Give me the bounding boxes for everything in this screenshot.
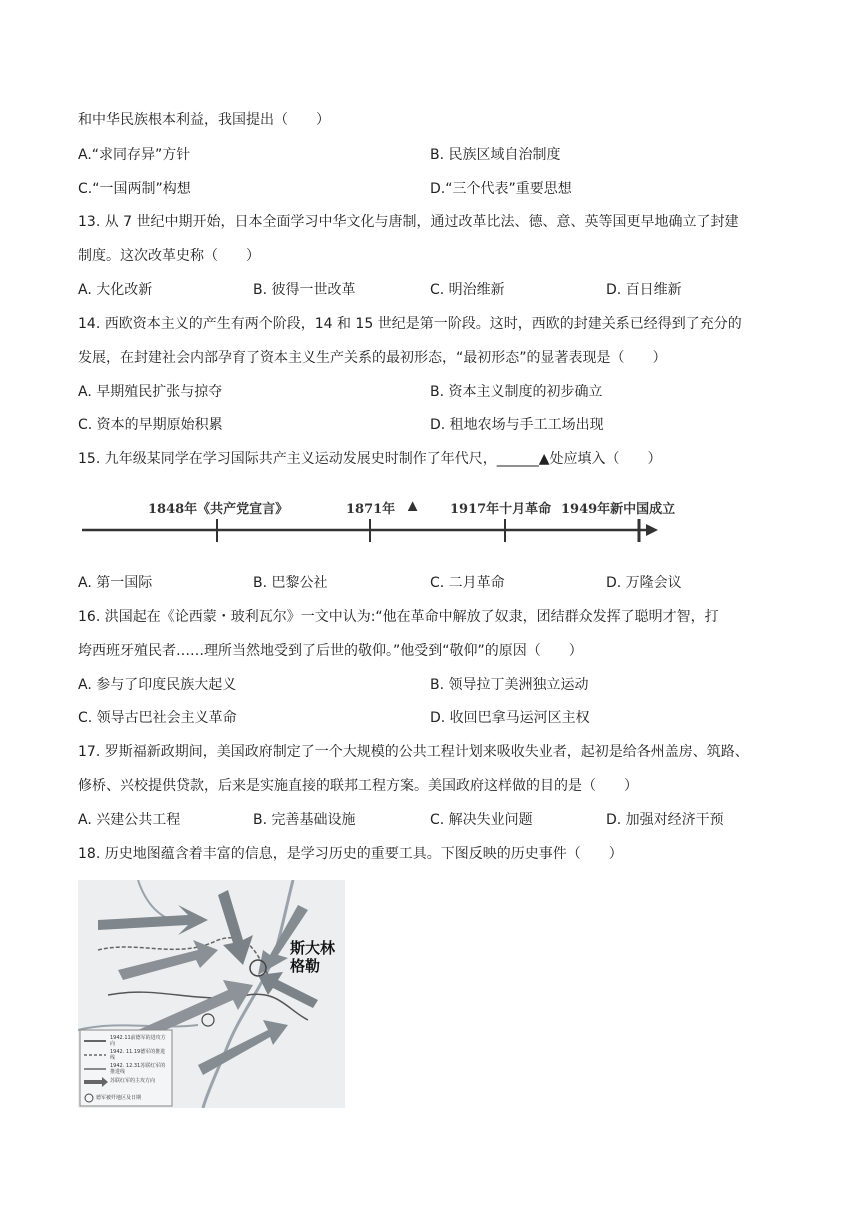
map-legend-5: 德军被歼地区及日期 (96, 1095, 142, 1101)
q16-option-a: A. 参与了印度民族大起义 (78, 677, 237, 693)
q17-option-d: D. 加强对经济干预 (606, 812, 724, 828)
stalingrad-map-image (78, 880, 345, 1108)
timeline-figure (78, 494, 678, 554)
q13-option-a: A. 大化改新 (78, 282, 153, 298)
q16-option-d: D. 收回巴拿马运河区主权 (430, 710, 590, 726)
map-legend-2: 1942. 11.19德军的推进线 (110, 1049, 166, 1061)
map-legend-4: 苏联红军的主攻方向 (110, 1078, 156, 1084)
q13-option-c: C. 明治维新 (430, 282, 505, 298)
q15-stem: 15. 九年级某同学在学习国际共产主义运动发展史时制作了年代尺，______▲处应填入（ ） (78, 451, 662, 467)
q14-option-d: D. 租地农场与手工工场出现 (430, 417, 604, 433)
timeline-label-1949: 1949年新中国成立 (561, 502, 676, 517)
q15-option-c: C. 二月革命 (430, 575, 505, 591)
timeline-blank-marker: ▲ (408, 498, 418, 512)
q12-option-a: A.“求同存异”方针 (78, 147, 191, 163)
map-legend-1: 1942.11前德军的进攻方向 (110, 1035, 166, 1047)
q15-option-b: B. 巴黎公社 (253, 575, 328, 591)
q13-option-b: B. 彼得一世改革 (253, 282, 356, 298)
q14-stem-line2: 发展，在封建社会内部孕育了资本主义生产关系的最初形态，“最初形态”的显著表现是（ ） (78, 350, 667, 366)
q14-option-b: B. 资本主义制度的初步确立 (430, 384, 603, 400)
q16-stem-line1: 16. 洪国起在《论西蒙・玻利瓦尔》一文中认为:“他在革命中解放了奴隶，团结群众发挥了聪明才智，打 (78, 609, 719, 625)
q15-option-a: A. 第一国际 (78, 575, 153, 591)
timeline-label-1848: 1848年《共产党宣言》 (148, 502, 289, 517)
q17-stem-line1: 17. 罗斯福新政期间，美国政府制定了一个大规模的公共工程计划来吸收失业者，起初是给各州盖房、筑路、 (78, 744, 749, 760)
q18-stem: 18. 历史地图蕴含着丰富的信息，是学习历史的重要工具。下图反映的历史事件（ ） (78, 846, 623, 862)
q15-option-d: D. 万隆会议 (606, 575, 682, 591)
timeline-label-1917: 1917年十月革命 (450, 502, 552, 517)
q17-stem-line2: 修桥、兴校提供贷款，后来是实施直接的联邦工程方案。美国政府这样做的目的是（ ） (78, 778, 638, 794)
q17-option-b: B. 完善基础设施 (253, 812, 356, 828)
q14-option-a: A. 早期殖民扩张与掠夺 (78, 384, 223, 400)
timeline-label-1871: 1871年 (346, 502, 396, 517)
q14-stem-line1: 14. 西欧资本主义的产生有两个阶段，14 和 15 世纪是第一阶段。这时，西欧的封建关系已经得到了充分的 (78, 316, 742, 332)
q16-option-b: B. 领导拉丁美洲独立运动 (430, 677, 589, 693)
timeline-axis (78, 494, 678, 554)
q12-option-c: C.“一国两制”构想 (78, 181, 191, 197)
q14-option-c: C. 资本的早期原始积累 (78, 417, 223, 433)
map-legend-3: 1942. 12.31苏联红军的推进线 (110, 1063, 166, 1075)
q17-option-c: C. 解决失业问题 (430, 812, 533, 828)
q12-option-b: B. 民族区域自治制度 (430, 147, 561, 163)
map-city-label: 斯大林格勒 (290, 940, 336, 975)
q16-option-c: C. 领导古巴社会主义革命 (78, 710, 237, 726)
q13-option-d: D. 百日维新 (606, 282, 682, 298)
q13-stem-line2: 制度。这次改革史称（ ） (78, 248, 260, 264)
q12-stem-tail: 和中华民族根本利益，我国提出（ ） (78, 112, 330, 128)
q17-option-a: A. 兴建公共工程 (78, 812, 181, 828)
q13-stem-line1: 13. 从 7 世纪中期开始，日本全面学习中华文化与唐制，通过改革比法、德、意、英等国更早地确立了封建 (78, 214, 739, 230)
q12-option-d: D.“三个代表”重要思想 (430, 181, 572, 197)
q16-stem-line2: 垮西班牙殖民者……理所当然地受到了后世的敬仰。”他受到“敬仰”的原因（ ） (78, 643, 583, 659)
